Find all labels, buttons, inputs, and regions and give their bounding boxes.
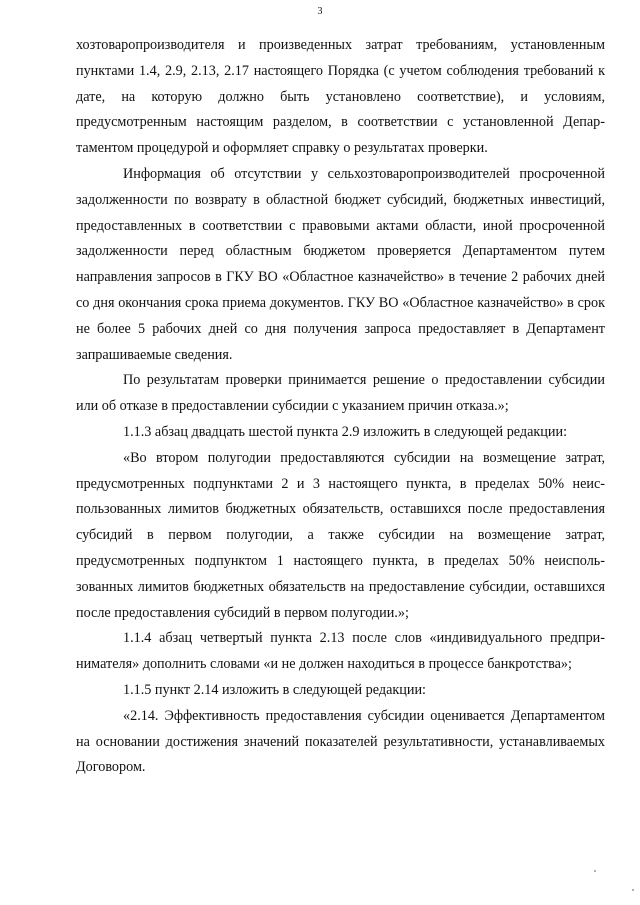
page-number: 3 (317, 6, 323, 17)
scan-speck (594, 870, 596, 872)
paragraph: 1.1.3 абзац двадцать шестой пункта 2.9 изложить в следующей редакции: (123, 423, 568, 440)
paragraph: Информация об отсутствии у сельхозтоваропроизводителей просроченной задолженности по возврату в областной бюджет субсидий, бюджетных инвестиций, предоставленных в соответствии с правовыми актами области, иной просроченной задолженности перед областным бюджетом проверяется Департаментом путем направления запросов в ГКУ ВО «Областное казначейство» в течение 2 рабочих дней со дня окончания срока приема документов. ГКУ ВО «Областное казначейство» в срок не более 5 рабочих дней со дня получения запроса предоставляет в Департамент запрашиваемые сведения. (76, 165, 605, 363)
document-body (76, 33, 605, 781)
paragraph: «2.14. Эффективность предоставления субсидии оценивается Департаментом на основании достижения значений показателей результативности, устанавливаемых Договором. (76, 707, 605, 776)
paragraph: «Во втором полугодии предоставляются субсидии на возмещение затрат, предусмотренных подпунктами 2 и 3 настоящего пункта, в пределах 50% неиспользованных лимитов бюджетных обязательств, оставшихся после предоставления субсидий в первом полугодии, а также субсидии на возмещение затрат, предусмотренных подпунктом 1 настоящего пункта, в пределах 50% неиспользованных лимитов бюджетных обязательств на предоставление субсидии, оставшихся после предоставления субсидий в первом полугодии.»; (76, 449, 605, 621)
paragraph: 1.1.5 пункт 2.14 изложить в следующей редакции: (123, 681, 426, 698)
scan-speck (632, 889, 634, 891)
paragraph: хозтоваропроизводителя и произведенных затрат требованиям, установленным пунктами 1.4, 2.9, 2.13, 2.17 настоящего Порядка (с учетом соблюдения требований к дате, на которую должно быть установлено соответствие), и условиям, предусмотренным настоящим разделом, в соответствии с установленной Департаментом процедурой и оформляет справку о результатах проверки. (76, 37, 605, 157)
paragraph: 1.1.4 абзац четвертый пункта 2.13 после слов «индивидуального предпринимателя» дополнить словами «и не должен находиться в процессе банкротства»; (76, 630, 605, 673)
paragraph: По результатам проверки принимается решение о предоставлении субсидии или об отказе в предоставлении субсидии с указанием причин отказа.»; (76, 372, 605, 415)
